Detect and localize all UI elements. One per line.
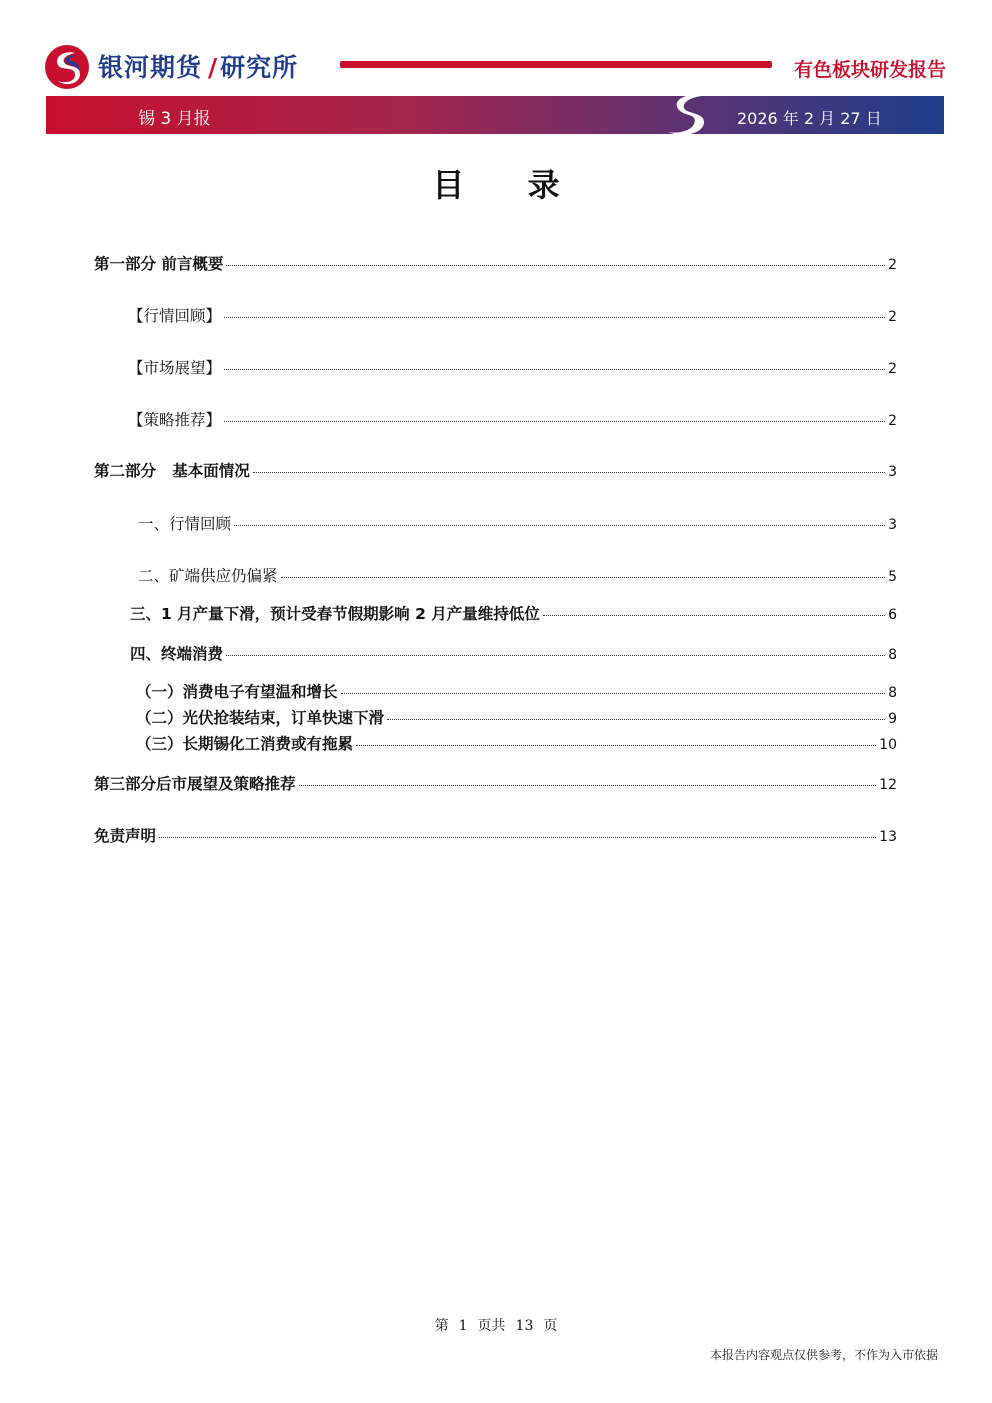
toc-entry-page: 12: [879, 777, 897, 793]
toc-leader: [224, 421, 885, 422]
toc-title: 目 录: [432, 166, 586, 204]
swoosh-icon: [664, 94, 710, 136]
toc-leader: [224, 369, 885, 370]
toc-entry-label: 【行情回顾】: [128, 307, 222, 325]
toc-leader: [387, 719, 885, 720]
toc-leader: [299, 785, 877, 786]
toc-entry-label: 第一部分 前言概要: [94, 255, 224, 273]
toc-entry-consumption[interactable]: [130, 642, 897, 664]
report-title: 锡 3 月报: [138, 109, 211, 129]
toc-entry-label: 第二部分 基本面情况: [94, 462, 250, 480]
toc-entry-photovoltaic[interactable]: [136, 706, 897, 728]
footer-note: 本报告内容观点仅供参考，不作为入市依据: [709, 1348, 938, 1362]
toc-entry-label: 【市场展望】: [128, 359, 222, 377]
toc-entry-label: 一、行情回顾: [138, 515, 232, 533]
page-mid: 页共: [477, 1318, 506, 1334]
brand-sub: 研究所: [220, 53, 299, 82]
toc-entry-part1[interactable]: [94, 252, 897, 274]
toc-entry-page: 2: [888, 413, 897, 429]
toc-entry-label: 三、1 月产量下滑，预计受春节假期影响 2 月产量维持低位: [130, 605, 540, 623]
page-number: [0, 1315, 992, 1335]
toc-entry-page: 9: [888, 711, 897, 727]
brand-title: [98, 48, 298, 84]
toc-entry-label: （一）消费电子有望温和增长: [136, 683, 338, 701]
toc-entry-tin-chemical[interactable]: [136, 732, 897, 754]
toc-leader: [281, 577, 886, 578]
toc-entry-market-review[interactable]: [138, 512, 897, 534]
toc-entry-page: 8: [888, 647, 897, 663]
toc-leader: [543, 615, 885, 616]
toc-leader: [226, 265, 885, 266]
page-prefix: 第: [434, 1318, 449, 1334]
toc-leader: [226, 655, 885, 656]
toc-entry-label: 四、终端消费: [130, 645, 224, 663]
toc-entry-page: 13: [879, 829, 897, 845]
toc-leader: [224, 317, 885, 318]
toc-entry-page: 2: [888, 361, 897, 377]
toc-leader: [159, 837, 876, 838]
toc-entry-production[interactable]: [130, 602, 897, 624]
toc-leader: [356, 745, 876, 746]
toc-leader: [341, 693, 886, 694]
toc-entry-page: 3: [888, 517, 897, 533]
toc-entry-outlook[interactable]: [128, 356, 897, 378]
toc-entry-mine-supply[interactable]: [138, 564, 897, 586]
toc-entry-part3[interactable]: [94, 772, 897, 794]
toc-entry-review[interactable]: [128, 304, 897, 326]
toc-entry-part2[interactable]: [94, 459, 897, 481]
header-rule: [340, 61, 772, 68]
toc-entry-label: （二）光伏抢装结束，订单快速下滑: [136, 709, 385, 727]
toc-entry-label: （三）长期锡化工消费或有拖累: [136, 735, 354, 753]
toc-entry-label: 二、矿端供应仍偏紧: [138, 567, 278, 585]
page-total: 13: [515, 1318, 534, 1334]
toc-entry-label: 【策略推荐】: [128, 411, 222, 429]
toc-entry-page: 2: [888, 257, 897, 273]
report-type: 有色板块研发报告: [793, 59, 946, 81]
report-date: 2026 年 2 月 27 日: [737, 109, 882, 128]
toc-entry-page: 5: [888, 569, 897, 585]
toc-leader: [234, 525, 885, 526]
toc-entry-label: 免责声明: [94, 827, 157, 845]
page-suffix: 页: [543, 1318, 558, 1334]
galaxy-logo-icon: [44, 44, 90, 90]
brand-name: 银河期货: [98, 53, 203, 82]
brand-slash: /: [208, 53, 219, 82]
toc-entry-page: 10: [879, 737, 897, 753]
toc-entry-page: 6: [888, 607, 897, 623]
toc-entry-electronics[interactable]: [136, 680, 897, 702]
toc-leader: [253, 472, 885, 473]
page-current: 1: [458, 1318, 468, 1334]
toc-entry-page: 8: [888, 685, 897, 701]
toc-entry-strategy[interactable]: [128, 408, 897, 430]
toc-entry-page: 2: [888, 309, 897, 325]
toc-entry-label: 第三部分后市展望及策略推荐: [94, 775, 296, 793]
toc-entry-page: 3: [888, 464, 897, 480]
toc-entry-disclaimer[interactable]: [94, 824, 897, 846]
